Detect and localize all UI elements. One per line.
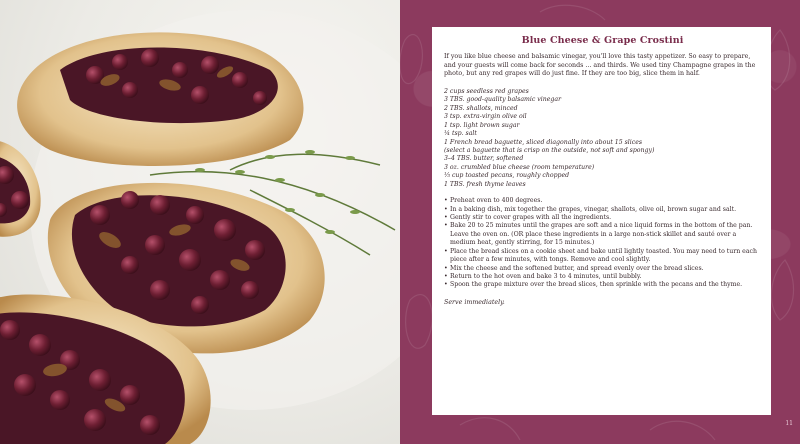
ingredient-item: 2 cups seedless red grapes bbox=[444, 88, 529, 96]
ingredient-item: ¼ tsp. salt bbox=[444, 130, 477, 138]
recipe-intro: If you like blue cheese and balsamic vinegar, you'll love this tasty appetizer. So easy to prepare, and your guests will come back for seconds ... and thirds. We used tiny Champagne grapes in the photo, but any red grapes will do just fine. If they are too big, slice them in half. bbox=[444, 53, 756, 78]
instructions-list bbox=[444, 197, 761, 290]
instruction-step: • Gently stir to cover grapes with all the ingredients. bbox=[444, 214, 761, 222]
ingredient-item: 3 TBS. good-quality balsamic vinegar bbox=[444, 96, 562, 104]
instruction-step: • Bake 20 to 25 minutes until the grapes are soft and a nice liquid forms in the bottom of the pan. Leave the oven on. (OR place these ingredients in a large non-stick skillet and sauté over a medium heat, gently stirring, for 15 minutes.) bbox=[444, 222, 761, 247]
instruction-step: • Return to the hot oven and bake 3 to 4 minutes, until bubbly. bbox=[444, 273, 761, 281]
ingredient-item: 2 TBS. shallots, minced bbox=[444, 104, 518, 112]
instruction-step: • Spoon the grape mixture over the bread slices, then sprinkle with the pecans and the thyme. bbox=[444, 281, 761, 289]
ingredient-item: 3 tsp. extra-virgin olive oil bbox=[444, 113, 527, 121]
ingredient-item: (select a baguette that is crisp on the outside, not soft and spongy) bbox=[444, 147, 655, 155]
recipe-card bbox=[432, 27, 771, 415]
ingredient-item: 1 TBS. fresh thyme leaves bbox=[444, 180, 526, 188]
instruction-step: • Preheat oven to 400 degrees. bbox=[444, 197, 761, 205]
instruction-step: • Place the bread slices on a cookie sheet and bake until lightly toasted. You may need to turn each piece after a few minutes, with tongs. Remove and cool slightly. bbox=[444, 248, 761, 265]
ingredient-item: 3–4 TBS. butter, softened bbox=[444, 155, 524, 163]
instruction-step: • Mix the cheese and the softened butter, and spread evenly over the bread slices. bbox=[444, 265, 761, 273]
recipe-title: Blue Cheese & Grape Crostini bbox=[521, 35, 684, 46]
ingredient-item: 1 French bread baguette, sliced diagonally into about 15 slices bbox=[444, 138, 643, 146]
serving-note: Serve immediately. bbox=[444, 298, 505, 306]
ingredients-list bbox=[444, 88, 761, 189]
ingredient-item: ⅓ cup toasted pecans, roughly chopped bbox=[444, 172, 570, 180]
instruction-step: • In a baking dish, mix together the grapes, vinegar, shallots, olive oil, brown sugar and salt. bbox=[444, 206, 761, 214]
page-number: 11 bbox=[785, 420, 793, 427]
ingredient-item: 1 tsp. light brown sugar bbox=[444, 121, 520, 129]
ingredient-item: 3 oz. crumbled blue cheese (room temperature) bbox=[444, 163, 595, 171]
recipe-page bbox=[400, 0, 800, 444]
